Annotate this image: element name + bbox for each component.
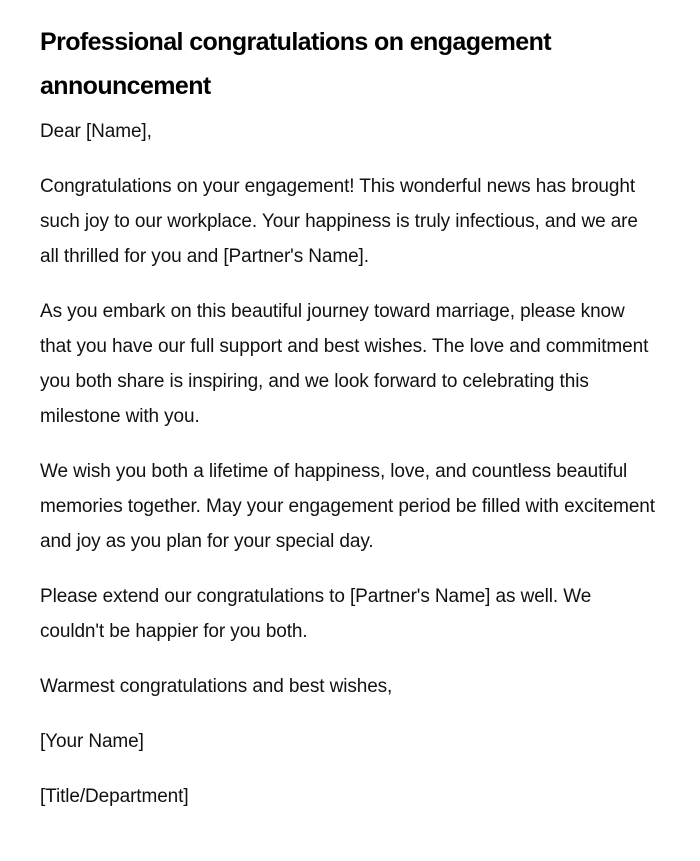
body-paragraph-2: As you embark on this beautiful journey toward marriage, please know that you have our full support and best wishes. The love and commitment you both share is inspiring, and we look forward to celebrating this milestone with you.: [40, 301, 649, 427]
greeting: Dear [Name],: [40, 121, 152, 142]
signature-name: [Your Name]: [40, 731, 144, 752]
body-paragraph-4: Please extend our congratulations to [Partner's Name] as well. We couldn't be happier for you both.: [40, 586, 592, 642]
signature-title: [Title/Department]: [40, 786, 189, 807]
body-paragraph-3: We wish you both a lifetime of happiness, love, and countless beautiful memories together. May your engagement period be filled with excitement and joy as you plan for your special day.: [40, 461, 655, 552]
body-paragraph-1: Congratulations on your engagement! This wonderful news has brought such joy to our workplace. Your happiness is truly infectious, and we are all thrilled for you and [Partner's Name].: [40, 176, 638, 267]
closing: Warmest congratulations and best wishes,: [40, 676, 393, 697]
document-title: Professional congratulations on engagement announcement: [40, 28, 551, 100]
